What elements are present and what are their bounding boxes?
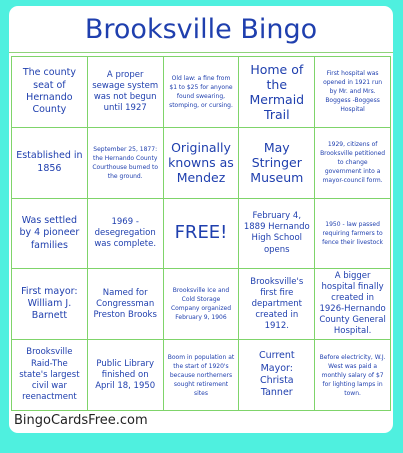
bingo-cell[interactable]: First mayor: William J. Barnett xyxy=(12,269,88,340)
free-space[interactable]: FREE! xyxy=(164,199,240,270)
bingo-cell[interactable]: Current Mayor: Christa Tanner xyxy=(239,340,315,411)
bingo-cell[interactable]: 1929, citizens of Brooksville petitioned to change government into a mayor-council form. xyxy=(315,128,391,199)
bingo-cell[interactable]: A bigger hospital finally created in 1926-Hernando County General Hospital. xyxy=(315,269,391,340)
bingo-cell[interactable]: September 25, 1877: the Hernando County Courthouse burned to the ground. xyxy=(88,128,164,199)
bingo-grid xyxy=(11,56,391,411)
bingo-cell[interactable]: May Stringer Museum xyxy=(239,128,315,199)
bingo-cell[interactable]: Home of the Mermaid Trail xyxy=(239,57,315,128)
bingo-cell[interactable]: Established in 1856 xyxy=(12,128,88,199)
bingo-cell[interactable]: Boom in population at the start of 1920's because northerners sought retirement sites xyxy=(164,340,240,411)
bingo-cell[interactable]: February 4, 1889 Hernando High School opens xyxy=(239,199,315,270)
bingo-cell[interactable]: Originally knowns as Mendez xyxy=(164,128,240,199)
card-title: Brooksville Bingo xyxy=(9,6,393,53)
site-footer: BingoCardsFree.com xyxy=(14,413,148,428)
bingo-cell[interactable]: Public Library finished on April 18, 1950 xyxy=(88,340,164,411)
bingo-cell[interactable]: First hospital was opened in 1921 run by Mr. and Mrs. Boggess -Boggess Hospital xyxy=(315,57,391,128)
bingo-cell[interactable]: Brooksville Raid-The state's largest civil war reenactment xyxy=(12,340,88,411)
bingo-cell[interactable]: Brooksville Ice and Cold Storage Company organized February 9, 1906 xyxy=(164,269,240,340)
bingo-card xyxy=(9,6,393,433)
bingo-cell[interactable]: A proper sewage system was not begun until 1927 xyxy=(88,57,164,128)
bingo-cell[interactable]: The county seat of Hernando County xyxy=(12,57,88,128)
bingo-cell[interactable]: Brooksville's first fire department created in 1912. xyxy=(239,269,315,340)
bingo-cell[interactable]: Was settled by 4 pioneer families xyxy=(12,199,88,270)
bingo-cell[interactable]: 1950 - law passed requiring farmers to fence their livestock xyxy=(315,199,391,270)
bingo-cell[interactable]: Named for Congressman Preston Brooks xyxy=(88,269,164,340)
bingo-cell[interactable]: Old law: a fine from $1 to $25 for anyone found swearing, stomping, or cursing. xyxy=(164,57,240,128)
bingo-cell[interactable]: Before electricity, W.J. West was paid a monthly salary of $7 for lighting lamps in town. xyxy=(315,340,391,411)
bingo-cell[interactable]: 1969 - desegregation was complete. xyxy=(88,199,164,270)
